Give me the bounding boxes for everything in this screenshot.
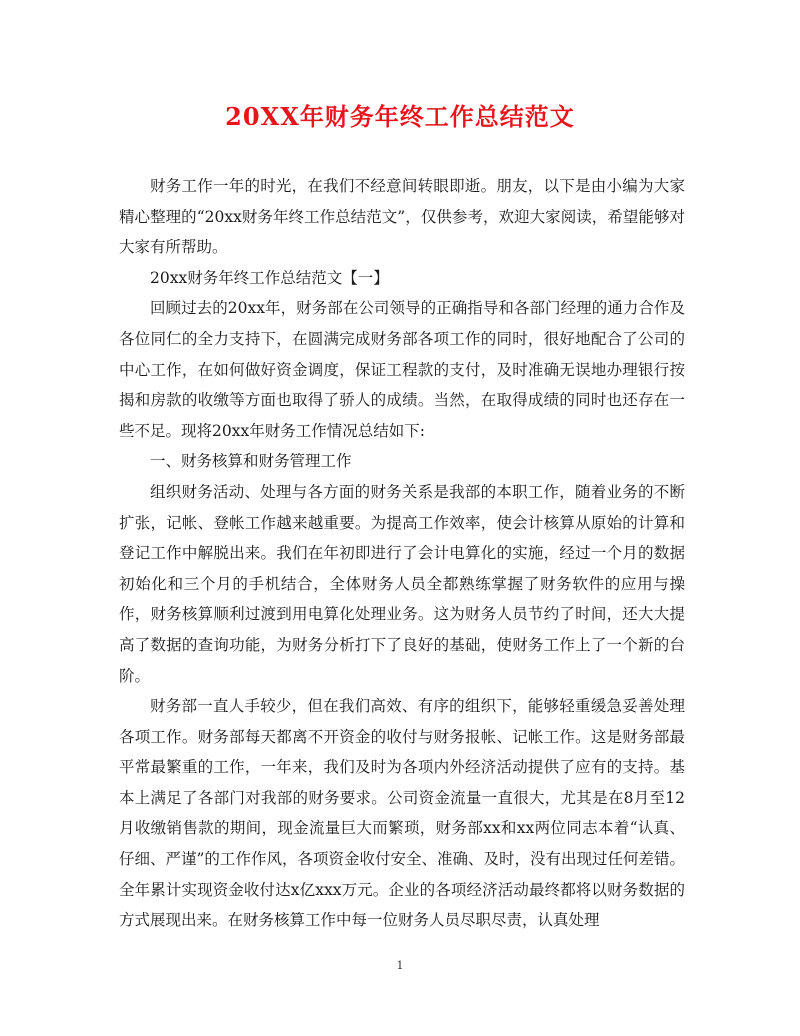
paragraph-intro: 财务工作一年的时光，在我们不经意间转眼即逝。朋友，以下是由小编为大家精心整理的“20xx财务年终工作总结范文”，仅供参考，欢迎大家阅读，希望能够对大家有所帮助。 bbox=[119, 177, 685, 257]
document-body bbox=[119, 171, 685, 936]
paragraph-subheading-accounting: 一、财务核算和财务管理工作 bbox=[150, 452, 352, 471]
paragraph-review: 回顾过去的20xx年，财务部在公司领导的正确指导和各部门经理的通力合作及各位同仁的全力支持下，在圆满完成财务部各项工作的同时，很好地配合了公司的中心工作，在如何做好资金调度，保证工程款的支付，及时准确无误地办理银行按揭和房款的收缴等方面也取得了骄人的成绩。当然，在取得成绩的同时也还存在一些不足。现将20xx年财务工作情况总结如下: bbox=[119, 299, 685, 440]
paragraph-accounting-work: 组织财务活动、处理与各方面的财务关系是我部的本职工作，随着业务的不断扩张，记帐、登帐工作越来越重要。为提高工作效率，使会计核算从原始的计算和登记工作中解脱出来。我们在年初即进行了会计电算化的实施，经过一个月的数据初始化和三个月的手机结合，全体财务人员全都熟练掌握了财务软件的应用与操作，财务核算顺利过渡到用电算化处理业务。这为财务人员节约了时间，还大大提高了数据的查询功能，为财务分析打下了良好的基础，使财务工作上了一个新的台阶。 bbox=[119, 482, 685, 685]
page-number: 1 bbox=[396, 959, 404, 972]
paragraph-section-heading: 20xx财务年终工作总结范文【一】 bbox=[150, 268, 389, 287]
document-title: 20XX年财务年终工作总结范文 bbox=[225, 102, 575, 131]
paragraph-department-work: 财务部一直人手较少，但在我们高效、有序的组织下，能够轻重缓急妥善处理各项工作。财务部每天都离不开资金的收付与财务报帐、记帐工作。这是财务部最平常最繁重的工作，一年来，我们及时为各项内外经济活动提供了应有的支持。基本上满足了各部门对我部的财务要求。公司资金流量一直很大，尤其是在8月至12月收缴销售款的期间，现金流量巨大而繁琐，财务部xx和xx两位同志本着“认真、仔细、严谨”的工作作风，各项资金收付安全、准确、及时，没有出现过任何差错。全年累计实现资金收付达x亿xxx万元。企业的各项经济活动最终都将以财务数据的方式展现出来。在财务核算工作中每一位财务人员尽职尽责，认真处理 bbox=[119, 697, 685, 930]
